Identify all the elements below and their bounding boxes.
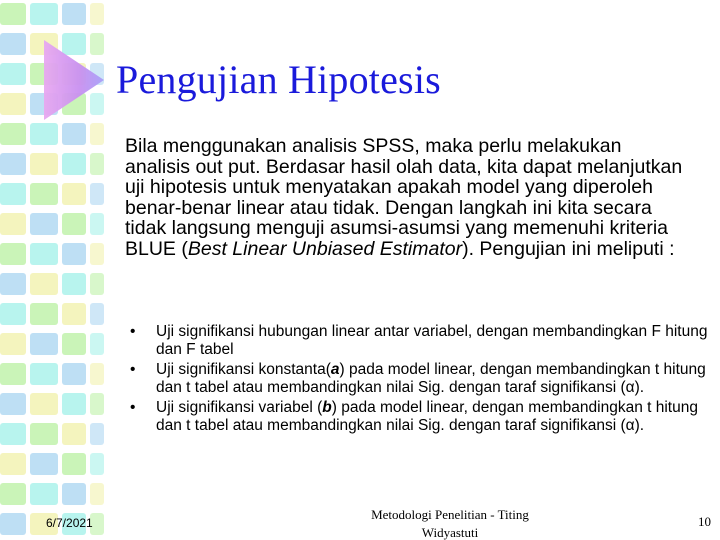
decorative-tile (30, 213, 58, 235)
decorative-tile (90, 243, 104, 265)
bullet-dot: • (130, 361, 136, 378)
bullet-variable: a (330, 361, 340, 378)
body-text-italic: Best Linear Unbiased Estimator (187, 237, 463, 260)
decorative-tile (90, 3, 104, 25)
decorative-tile (62, 303, 86, 325)
decorative-tile (0, 393, 26, 415)
decorative-tile (90, 303, 104, 325)
decorative-tile (62, 333, 86, 355)
decorative-tile (62, 183, 86, 205)
decorative-tile (90, 453, 104, 475)
decorative-tile (30, 423, 58, 445)
slide-title: Pengujian Hipotesis (116, 57, 441, 102)
body-text-part2: ). Pengujian ini meliputi : (462, 237, 675, 260)
decorative-tile (30, 483, 58, 505)
bullet-dot: • (130, 399, 136, 416)
page-number: 10 (698, 514, 711, 529)
bullet-list (130, 323, 720, 437)
list-item (130, 361, 720, 396)
footer-author-line2: Widyastuti (421, 525, 479, 540)
decorative-tile (90, 93, 104, 115)
decorative-tile (90, 273, 104, 295)
decorative-tile (90, 483, 104, 505)
decorative-tile (62, 243, 86, 265)
decorative-tile (0, 243, 26, 265)
decorative-tile (90, 153, 104, 175)
list-item (130, 323, 720, 358)
decorative-tile (90, 333, 104, 355)
bullet-variable: b (322, 399, 332, 416)
decorative-tile (0, 513, 26, 535)
decorative-tile (30, 393, 58, 415)
list-item (130, 399, 720, 434)
decorative-tile (30, 3, 58, 25)
decorative-tile (30, 453, 58, 475)
bullet-text-post: ) pada model linear, dengan membandingkan t hitung dan t tabel atau membandingkan nilai Sig. dengan taraf signifikansi (α). (156, 399, 698, 434)
decorative-tile (30, 363, 58, 385)
bullet-text-pre: Uji signifikansi konstanta( (156, 361, 331, 378)
decorative-tile (62, 393, 86, 415)
decorative-tile (30, 303, 58, 325)
bullet-dot: • (130, 323, 136, 340)
footer-date: 6/7/2021 (46, 516, 93, 530)
footer-author (340, 506, 560, 540)
decorative-tile (0, 303, 26, 325)
decorative-tile (30, 153, 58, 175)
decorative-tile (0, 333, 26, 355)
decorative-tile (0, 153, 26, 175)
footer-author-line1: Metodologi Penelitian - Titing (371, 507, 529, 522)
decorative-tile (90, 213, 104, 235)
decorative-tile (90, 123, 104, 145)
decorative-tile (90, 423, 104, 445)
decorative-tile (0, 123, 26, 145)
decorative-tile (30, 273, 58, 295)
body-text-part1: Bila menggunakan analisis SPSS, maka perlu melakukan analisis out put. Berdasar hasil olah data, kita dapat melanjutkan uji hipotesis untuk menyatakan apakah model yang diperoleh benar-benar linear atau tidak. Dengan langkah ini kita secara tidak langsung menguji asumsi-asumsi yang memenuhi kriteria BLUE ( (125, 135, 683, 260)
decorative-tile (90, 393, 104, 415)
decorative-tile (0, 363, 26, 385)
decorative-tile (30, 333, 58, 355)
decorative-tile (62, 213, 86, 235)
decorative-tile (62, 153, 86, 175)
decorative-tile (0, 273, 26, 295)
decorative-tile (0, 93, 26, 115)
decorative-tile (62, 273, 86, 295)
decorative-tile (90, 363, 104, 385)
decorative-tile (90, 33, 104, 55)
decorative-tile (62, 363, 86, 385)
decorative-tile (0, 213, 26, 235)
decorative-tile (0, 453, 26, 475)
decorative-tile (62, 123, 86, 145)
decorative-tile (0, 63, 26, 85)
decorative-tile (62, 483, 86, 505)
bullet-text-pre: Uji signifikansi variabel ( (156, 399, 323, 416)
decorative-tile (0, 3, 26, 25)
decorative-tile (90, 183, 104, 205)
bullet-text-post: ) pada model linear, dengan membandingkan t hitung dan t tabel atau membandingkan nilai Sig. dengan taraf signifikansi (α). (156, 361, 706, 396)
decorative-tile (30, 243, 58, 265)
decorative-tile (0, 33, 26, 55)
bullet-text: Uji signifikansi hubungan linear antar variabel, dengan membandingkan F hitung dan F tabel (156, 323, 708, 358)
decorative-tile (0, 483, 26, 505)
decorative-tile (30, 123, 58, 145)
decorative-tile (0, 423, 26, 445)
decorative-tile (62, 33, 86, 55)
decorative-side-pattern (0, 0, 110, 540)
body-paragraph (125, 136, 685, 259)
decorative-tile (0, 183, 26, 205)
decorative-tile (62, 423, 86, 445)
decorative-tile (62, 453, 86, 475)
decorative-tile (30, 183, 58, 205)
decorative-tile (62, 3, 86, 25)
